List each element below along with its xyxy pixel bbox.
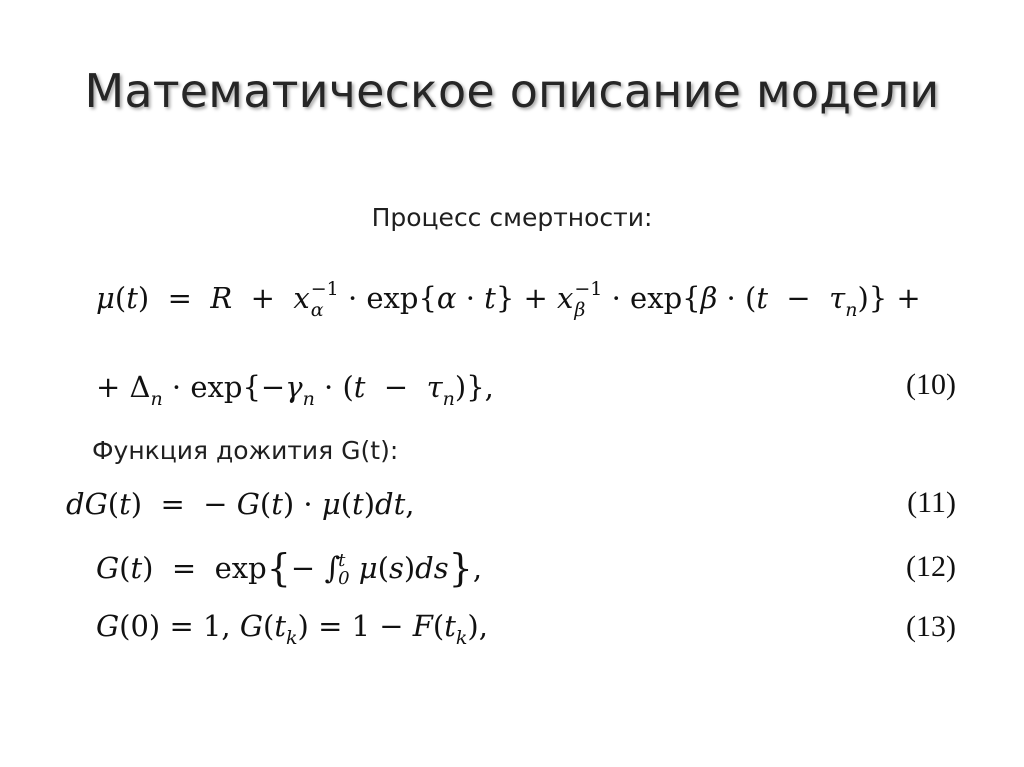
slide-title: Математическое описание модели xyxy=(84,64,940,118)
equation-number-11: (11) xyxy=(907,486,956,519)
equation-number-12: (12) xyxy=(906,550,956,583)
equation-10-line-1: μ(t) = R + x −1 α · exp{α · t} + x −1 β · $\exp\{\beta \cdot (t - \tau_n)\}$ + xyxy=(96,278,921,321)
equation-11: dG(t) = − G(t) · μ(t)dt, xyxy=(66,487,415,521)
equation-10-line-2: + $\Delta_n \cdot \exp\{-\gamma_n \cdot (t - \tau_n)\}$, xyxy=(96,370,494,410)
mortality-heading: Процесс смертности: xyxy=(371,203,653,232)
equation-13: G(0) = 1, $G(t_k) = 1 - F(t_k)$, xyxy=(96,609,488,649)
survival-function-heading: Функция дожития G(t): xyxy=(92,436,399,465)
equation-number-13: (13) xyxy=(906,610,956,643)
equation-number-10: (10) xyxy=(906,368,956,401)
equation-12: G(t) = exp{− ∫ t 0 μ(s)ds}, xyxy=(96,546,483,590)
